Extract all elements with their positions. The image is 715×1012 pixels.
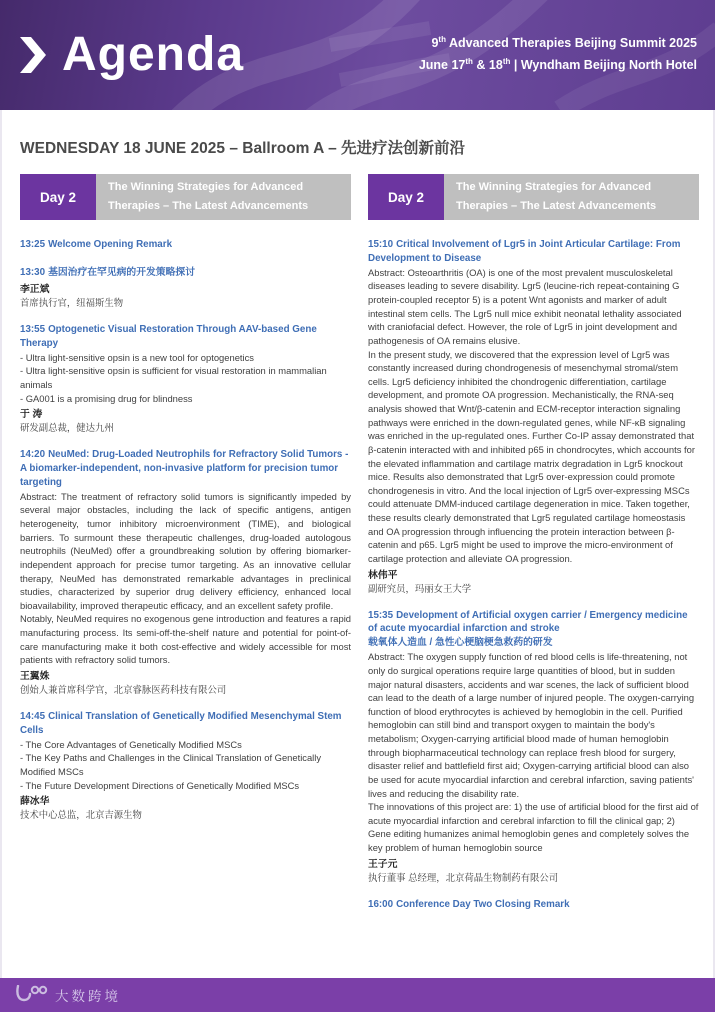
chevron-right-icon	[20, 37, 46, 73]
session-1510	[368, 238, 699, 595]
session-title	[20, 266, 351, 280]
session-bullet: - The Key Paths and Challenges in the Clinical Translation of Genetically Modified MSCs	[20, 752, 322, 778]
session-title	[368, 609, 699, 637]
session-title-text: Welcome Opening Remark	[48, 239, 173, 250]
session-1325	[20, 238, 351, 252]
date-heading: WEDNESDAY 18 JUNE 2025 – Ballroom A – 先进疗法创新前沿	[20, 140, 466, 157]
session-title	[368, 898, 699, 912]
speaker-affiliation: 创始人兼首席科学官，北京睿脉医药科技有限公司	[20, 683, 227, 695]
header-banner	[0, 0, 715, 110]
speaker-affiliation: 执行董事 总经理，北京荷晶生物制药有限公司	[368, 871, 559, 883]
day-banner-right	[368, 174, 699, 220]
page-title: Agenda	[62, 28, 245, 81]
speaker-name: 薛冰华	[20, 796, 50, 808]
session-1420	[20, 448, 351, 696]
day-session-title: The Winning Strategies for Advanced Therapies – The Latest Advancements	[444, 174, 699, 220]
event-info	[419, 33, 715, 77]
abstract-paragraph: In the present study, we discovered that the expression level of Lgr5 was constantly increased during chondrogenesis of mesenchymal stromal/stem cells. Lgr5 deficiency inhibited the chondrogenic differentiation, cartilage development, and promote OA progression. Mechanistically, the RNA-seq analysis showed that Wnt/β-catenin and ECM-receptor interaction signaling pathways were enriched in the down-regulated genes, while NF-κB signaling was enriched in the up-regulated ones. Further Co-IP assay demonstrated that β-catenin interacted with and inhibited p65 in chondrocytes, which accounts for the elevated inflammation and cartilage matrix degradation in Lgr5 knockout mice. Results also demonstrated that Lgr5 over-expression could promote chondrogenesis in vitro. And the local injection of Lgr5 over-expressing MSCs could attenuate DMM-induced cartilage degeneration in mice. Taken together, these results clearly demonstrated that Lgr5 regulated cartilage homeostasis and OA progression through influencing the protein interaction between β-catenin and p65. Lgr5 might be used to improve the micro-environment of cartilage protection and alleviate OA progression.	[368, 348, 695, 564]
session-1535	[368, 609, 699, 884]
session-time: 13:30	[20, 266, 46, 278]
session-title-text: Clinical Translation of Genetically Modified Mesenchymal Stem Cells	[20, 710, 342, 736]
day-label: Day 2	[20, 174, 96, 220]
speaker-affiliation: 研发副总裁，健达九州	[20, 422, 114, 434]
session-title	[20, 238, 351, 252]
speaker-affiliation: 技术中心总监，北京吉源生物	[20, 809, 142, 821]
session-title-text: 基因治疗在罕见病的开发策略探讨	[48, 266, 196, 278]
speaker-name: 于 涛	[20, 409, 43, 421]
event-name: 9th Advanced Therapies Beijing Summit 2025	[431, 34, 697, 51]
k100-logo-icon	[14, 985, 48, 1005]
session-1355	[20, 323, 351, 434]
event-date-venue: June 17th & 18th | Wyndham Beijing North Hotel	[418, 57, 697, 73]
session-time: 16:00	[368, 898, 394, 910]
agenda-content	[0, 220, 715, 978]
abstract-paragraph: The innovations of this project are: 1) the use of artificial blood for the first aid of acute myocardial infarction and cerebral infarction to fill the clinical gap; 2) Gene editing humanizes animal hemoglobin genes and completely solves the key problem of human hemoglobin source	[368, 801, 699, 854]
session-time: 13:25	[20, 239, 46, 250]
agenda-column-right	[368, 238, 699, 926]
session-bullet: - Ultra light-sensitive opsin is a new tool for optogenetics	[20, 351, 254, 363]
session-time: 15:10	[368, 239, 394, 250]
day-label: Day 2	[368, 174, 444, 220]
speaker-affiliation: 副研究员，玛丽女王大学	[368, 582, 472, 594]
session-title	[20, 710, 351, 738]
session-bullet: - The Core Advantages of Genetically Modified MSCs	[20, 738, 242, 750]
day-banner-left	[20, 174, 351, 220]
abstract-paragraph: Abstract: The oxygen supply function of red blood cells is life-threatening, not only do surgical operations require large quantities of blood, but in sudden major natural disasters, accidents and war scenes, the lack of sufficient blood can lead to the death of a large number of injured people. The oxygen-carrying function of blood erythrocytes is achieved by hemoglobin in the cell. Purified hemoglobin can still bind and transport oxygen to maintain the body's metabolism; Oxygen-carrying artificial blood made of human hemoglobin through biopharmaceutical technology can replace fresh blood for surgery, disaster relief and battlefield first aid; Oxygen-carrying artificial blood can also be used for acute myocardial infarction and cerebral infarction, saving patients' lives and reducing the disability rate.	[368, 651, 695, 799]
session-time: 14:45	[20, 710, 46, 722]
session-1330	[20, 266, 351, 309]
session-title-text: Critical Involvement of Lgr5 in Joint Articular Cartilage: From Development to Disease	[368, 239, 681, 264]
session-1600	[368, 898, 699, 912]
session-title	[20, 448, 351, 490]
session-bullet: - GA001 is a promising drug for blindness	[20, 392, 193, 404]
speaker-name: 林伟平	[368, 569, 398, 581]
day-session-title: The Winning Strategies for Advanced Therapies – The Latest Advancements	[96, 174, 351, 220]
speaker-affiliation: 首席执行官，纽福斯生物	[20, 296, 124, 308]
speaker-name: 王翼姝	[20, 670, 50, 682]
brand-block	[0, 28, 245, 81]
session-time: 15:35	[368, 609, 394, 621]
session-title-text: Conference Day Two Closing Remark	[396, 898, 570, 910]
session-time: 13:55	[20, 323, 46, 335]
abstract-paragraph: Notably, NeuMed requires no exogenous gene introduction and features a rapid manufacturing process. Its semi-off-the-shelf nature and potential for point-of-care manufacturing make it both cost-effective and widely accessible for most patients with refractory solid tumors.	[20, 613, 351, 666]
session-title	[20, 323, 351, 351]
footer-logo-text: 大数跨境	[55, 989, 121, 1004]
session-bullet: - Ultra light-sensitive opsin is sufficient for visual restoration in mammalian animals	[20, 365, 327, 390]
session-bullet: - The Future Development Directions of Genetically Modified MSCs	[20, 779, 300, 791]
footer-bar	[0, 978, 715, 1012]
speaker-name: 李正斌	[20, 283, 50, 295]
session-title-chinese: 载氧体人造血 / 急性心梗脑梗急救药的研发	[368, 637, 553, 649]
day-banner-row	[0, 174, 715, 220]
session-title-text: Optogenetic Visual Restoration Through AAV-based Gene Therapy	[20, 323, 317, 349]
speaker-name: 王子元	[368, 858, 398, 870]
session-time: 14:20	[20, 449, 46, 461]
abstract-paragraph: Abstract: The treatment of refractory solid tumors is significantly impeded by several major obstacles, including the lack of specific antigens, antigen heterogeneity, tumor inhibitory microenvironment (TIME), and biological barriers. To surmount these therapeutic challenges, drug-loaded autologous neutrophils (NeuMed) offer a groundbreaking solution by offering biomarker-independent approach for precise tumor targeting. As an innovative cellular therapy, NeuMed has demonstrated remarkable advantages in preclinical studies, characterized by superior drug delivery efficiency, enhanced local bioavailability, improved therapeutic efficacy, and an excellent safety profile.	[20, 490, 351, 611]
agenda-column-left	[20, 238, 351, 835]
session-title-text: Development of Artificial oxygen carrier / Emergency medicine of acute myocardial infarction and stroke	[368, 609, 688, 635]
session-title	[368, 238, 699, 266]
abstract-paragraph: Abstract: Osteoarthritis (OA) is one of the most prevalent musculoskeletal diseases leading to severe disability. Lgr5 (leucine-rich repeat-containing G protein-coupled receptor 5) is a potent Wnt agonists and marker of adult intestinal stem cells. The Lgr5 null mice exhibit neonatal lethality associated with craniofacial defect. However, the role of Lgr5 in joint development and pathogenesis of OA remains elusive.	[368, 266, 682, 346]
session-title-text: NeuMed: Drug-Loaded Neutrophils for Refractory Solid Tumors - A biomarker-independent, non-invasive platform for precision tumor targeting	[20, 449, 349, 488]
session-1445	[20, 710, 351, 821]
